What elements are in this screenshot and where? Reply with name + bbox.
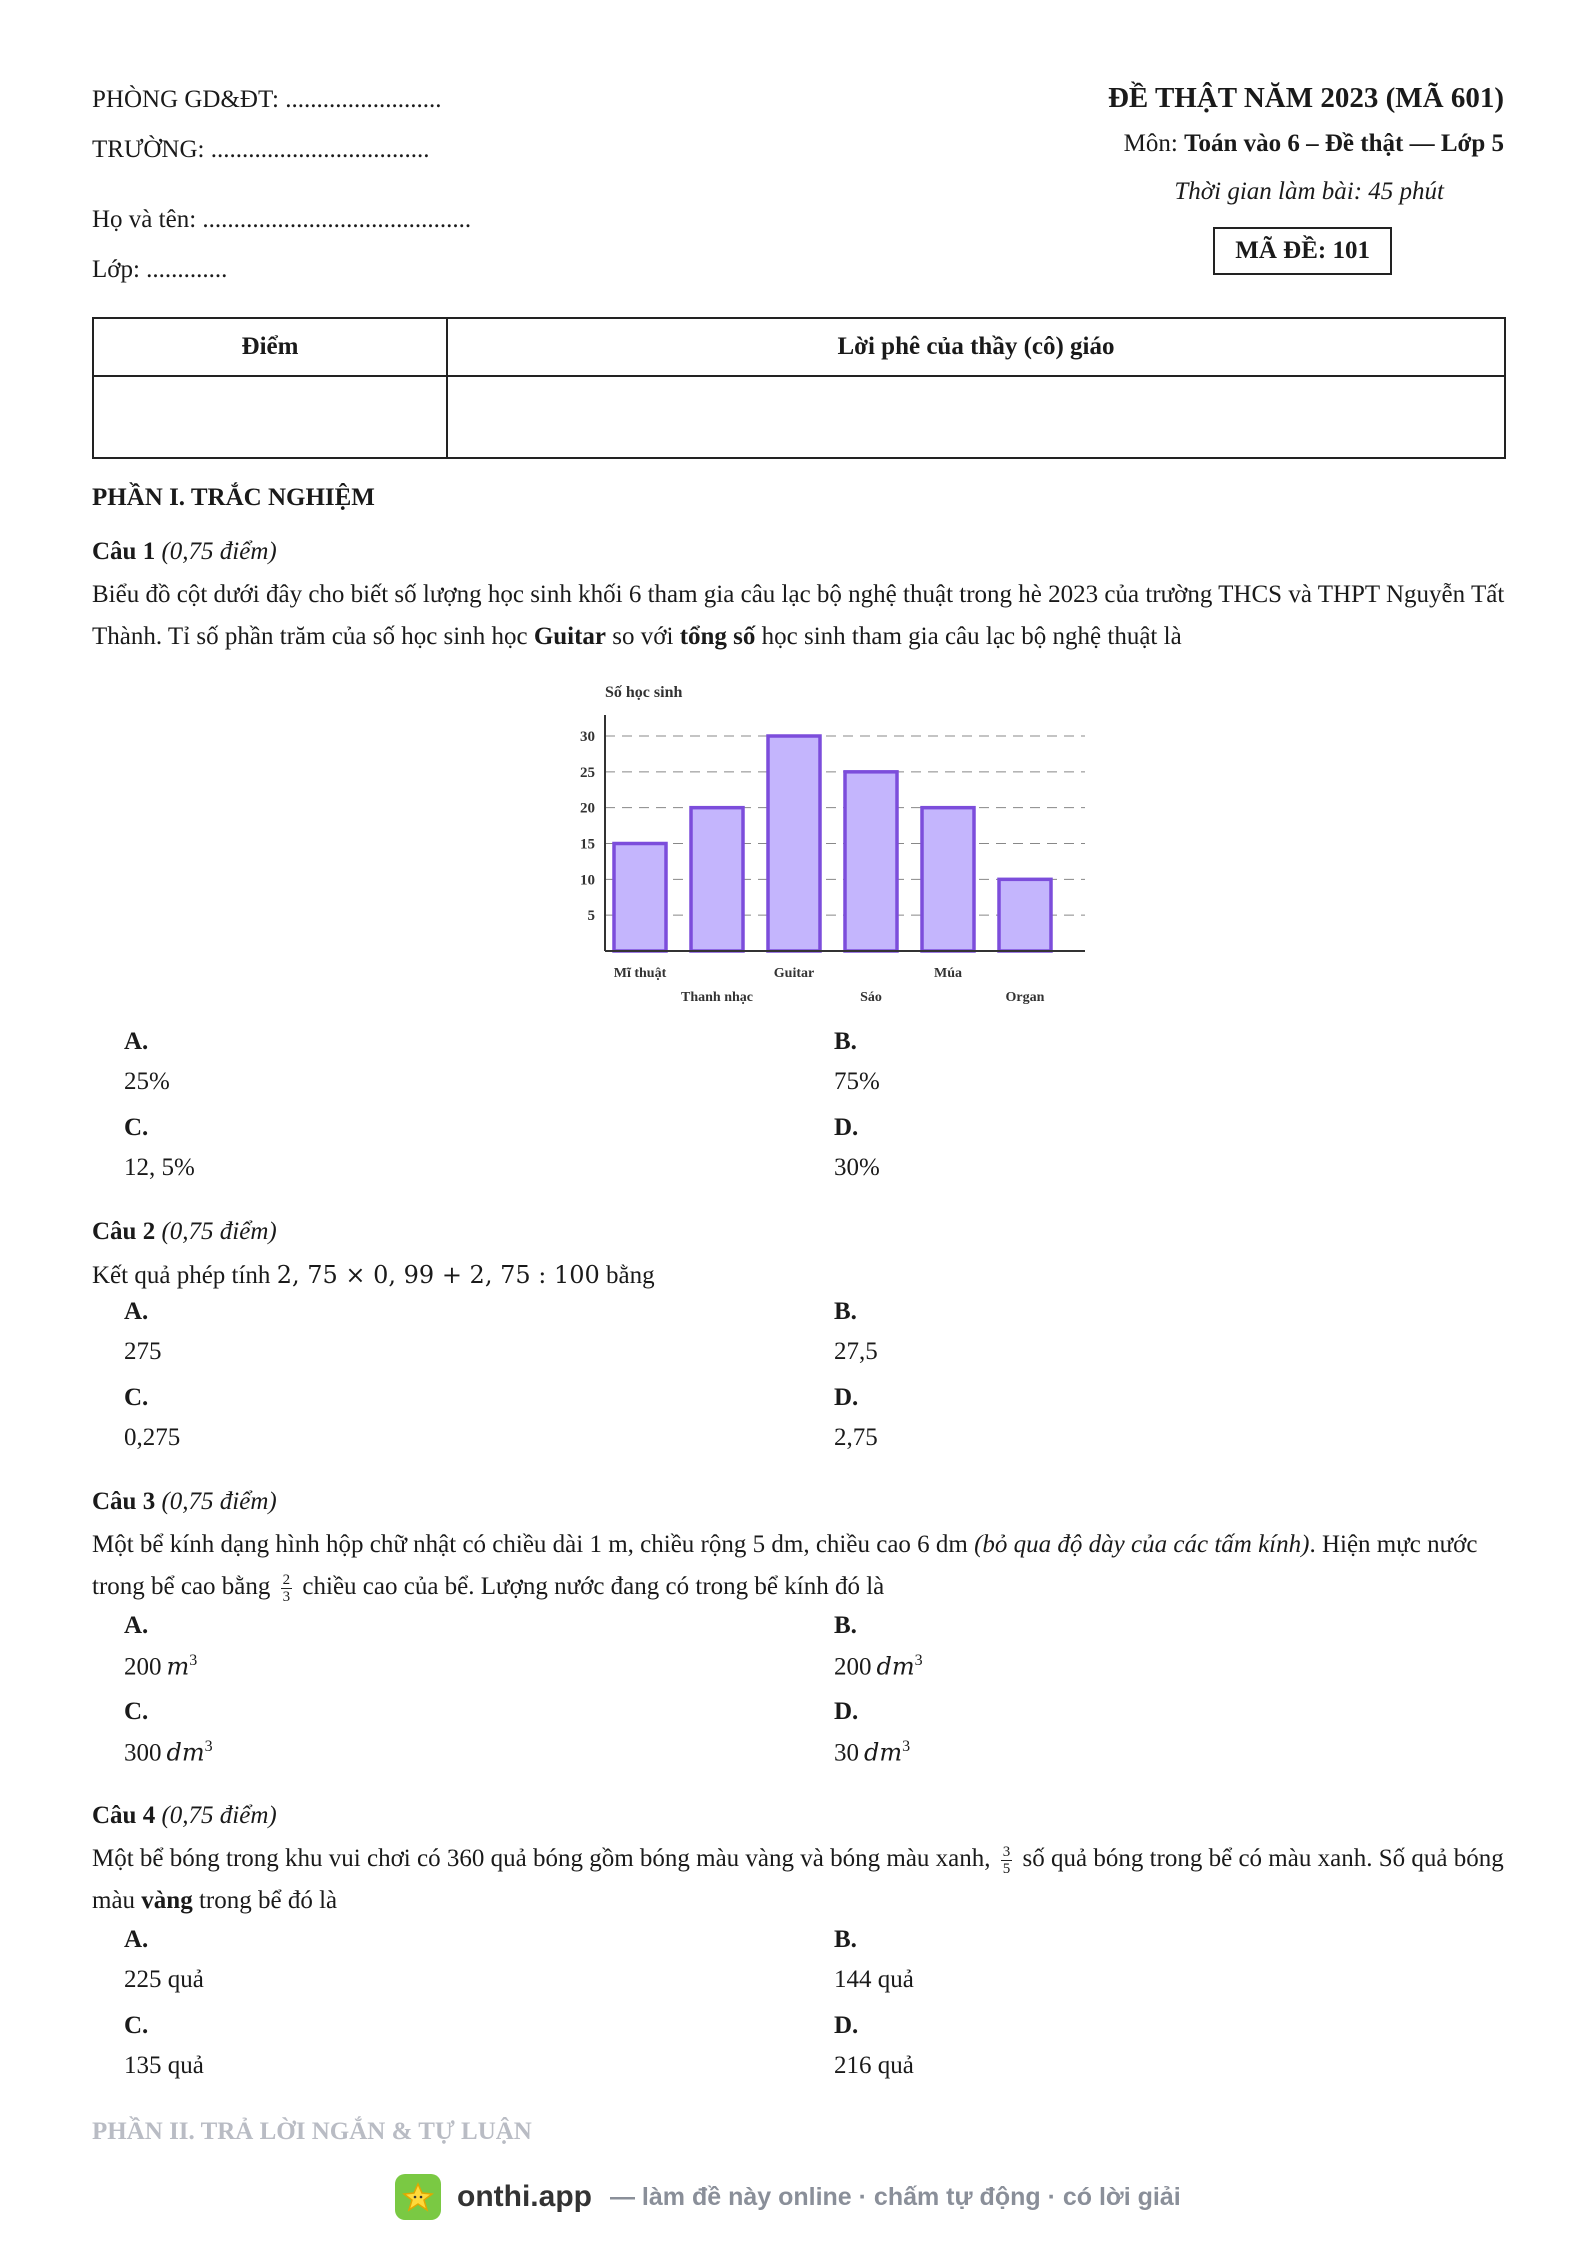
question-label: Câu 1 (92, 538, 156, 565)
question-points: (0,75 điểm) (161, 1802, 277, 1829)
x-tick-label: Sáo (860, 990, 882, 1005)
comment-header: Lời phê của thầy (cô) giáo (447, 318, 1505, 376)
section-2-heading: PHẦN II. TRẢ LỜI NGẮN & TỰ LUẬN (92, 2118, 532, 2145)
option-label[interactable]: A. (124, 1926, 149, 1953)
exam-code: MÃ ĐỀ: 101 (1213, 227, 1392, 275)
option-label[interactable]: C. (124, 1114, 149, 1141)
department-line: PHÒNG GD&ĐT: ......................... (92, 86, 442, 113)
option-label[interactable]: D. (834, 1114, 859, 1141)
option-value[interactable]: 12, 5% (124, 1154, 195, 1181)
bar-chart (550, 675, 1090, 1010)
option-value[interactable]: 200 $dm^3$ (834, 1652, 923, 1681)
exam-subject (1124, 130, 1504, 158)
section-1-heading: PHẦN I. TRẮC NGHIỆM (92, 484, 375, 511)
option-value[interactable]: 30 $dm^3$ (834, 1738, 911, 1767)
option-label[interactable]: A. (124, 1028, 149, 1055)
y-tick-label: 10 (580, 872, 595, 889)
question-3-text: Một bể kính dạng hình hộp chữ nhật có chiều dài 1 m, chiều rộng 5 dm, chiều cao 6 dm (bỏ qua độ dày của các tấm kính). Hiện mực nước trong bể cao bằng $\frac{2}{3}$ chiều cao của bể. Lượng nước đang có trong bể kính đó là (92, 1531, 1478, 1605)
option-value[interactable]: 135 quả (124, 2052, 204, 2079)
bar-5 (999, 879, 1051, 951)
question-1-heading (92, 538, 277, 566)
y-axis-label: Số học sinh (605, 684, 683, 701)
footer-tagline: — làm đề này online · chấm tự động · có lời giải (609, 2182, 1181, 2211)
y-tick-label: 30 (580, 729, 595, 745)
question-label: Câu 2 (92, 1218, 156, 1245)
option-label[interactable]: D. (834, 1698, 859, 1725)
option-label[interactable]: B. (834, 1612, 857, 1639)
option-value[interactable]: 30% (834, 1154, 880, 1181)
y-tick-label: 5 (587, 908, 595, 925)
option-value[interactable]: 225 quả (124, 1966, 204, 1993)
question-label: Câu 3 (92, 1488, 156, 1515)
fraction: $\frac{2}{3}$ (282, 1571, 291, 1605)
exam-title: ĐỀ THẬT NĂM 2023 (MÃ 601) (1107, 82, 1504, 114)
question-4-heading (92, 1802, 277, 1830)
option-value[interactable]: 300 $dm^3$ (124, 1738, 213, 1767)
option-value[interactable]: 25% (124, 1068, 170, 1095)
option-value[interactable]: 275 (124, 1338, 162, 1365)
name-line: Họ và tên: ........................................... (92, 206, 472, 233)
y-tick-label: 25 (580, 764, 595, 781)
bar-3 (845, 772, 897, 951)
x-tick-label: Thanh nhạc (681, 990, 753, 1005)
score-header: Điểm (93, 318, 447, 376)
question-2-heading (92, 1218, 277, 1246)
option-label[interactable]: B. (834, 1298, 857, 1325)
subject-prefix: Môn: (1123, 130, 1185, 157)
score-table (92, 317, 1506, 459)
bar-1 (691, 808, 743, 951)
x-tick-label: Múa (934, 966, 962, 981)
star-icon (395, 2174, 441, 2220)
option-label[interactable]: C. (124, 1698, 149, 1725)
option-value[interactable]: 144 quả (834, 1966, 914, 1993)
option-value[interactable]: 75% (834, 1068, 880, 1095)
option-label[interactable]: C. (124, 2012, 149, 2039)
comment-cell (447, 376, 1505, 458)
exam-duration: Thời gian làm bài: 45 phút (1174, 178, 1444, 205)
class-line: Lớp: ............. (92, 256, 228, 283)
y-tick-label: 15 (580, 836, 595, 853)
option-value[interactable]: 200 $m^3$ (124, 1652, 198, 1681)
option-label[interactable]: A. (124, 1612, 149, 1639)
school-line: TRƯỜNG: ................................... (92, 136, 430, 163)
option-value[interactable]: 0,275 (124, 1424, 181, 1451)
option-value[interactable]: 216 quả (834, 2052, 914, 2079)
option-label[interactable]: A. (124, 1298, 149, 1325)
option-value[interactable]: 27,5 (834, 1338, 878, 1365)
question-4-text: Một bể bóng trong khu vui chơi có 360 quả bóng gồm bóng màu vàng và bóng màu xanh, $\frac{3}{5}$ số quả bóng trong bể có màu xanh. Số quả bóng màu vàng trong bể đó là (92, 1843, 1504, 1914)
fraction: $\frac{3}{5}$ (1002, 1843, 1011, 1877)
question-1-text: Biểu đồ cột dưới đây cho biết số lượng học sinh khối 6 tham gia câu lạc bộ nghệ thuật trong hè 2023 của trường THCS và THPT Nguyễn Tất Thành. Tỉ số phần trăm của số học sinh học Guitar so với tổng số học sinh tham gia câu lạc bộ nghệ thuật là (92, 581, 1505, 650)
score-cell (93, 376, 447, 458)
x-labels (614, 966, 1045, 1005)
subject-name: Toán vào 6 – Đề thật — Lớp 5 (1184, 130, 1504, 157)
x-tick-label: Mĩ thuật (613, 966, 667, 981)
bar-4 (922, 808, 974, 951)
y-ticks (580, 729, 595, 924)
footer-banner[interactable] (395, 2172, 1181, 2222)
y-tick-label: 20 (580, 800, 595, 817)
question-points: (0,75 điểm) (161, 1218, 277, 1245)
brand-name[interactable]: onthi.app (457, 2180, 592, 2213)
question-points: (0,75 điểm) (161, 1488, 277, 1515)
option-label[interactable]: D. (834, 1384, 859, 1411)
option-label[interactable]: B. (834, 1028, 857, 1055)
option-label[interactable]: B. (834, 1926, 857, 1953)
option-label[interactable]: C. (124, 1384, 149, 1411)
question-label: Câu 4 (92, 1802, 156, 1829)
question-3-heading (92, 1488, 277, 1516)
bar-0 (614, 844, 666, 952)
x-tick-label: Guitar (773, 966, 815, 981)
option-label[interactable]: D. (834, 2012, 859, 2039)
question-2-text: Kết quả phép tính 2, 75 × 0, 99 + 2, 75 : 100 bằng (92, 1261, 655, 1289)
x-tick-label: Organ (1005, 990, 1045, 1005)
bar-2 (768, 736, 820, 951)
question-points: (0,75 điểm) (161, 538, 277, 565)
option-value[interactable]: 2,75 (834, 1424, 878, 1451)
